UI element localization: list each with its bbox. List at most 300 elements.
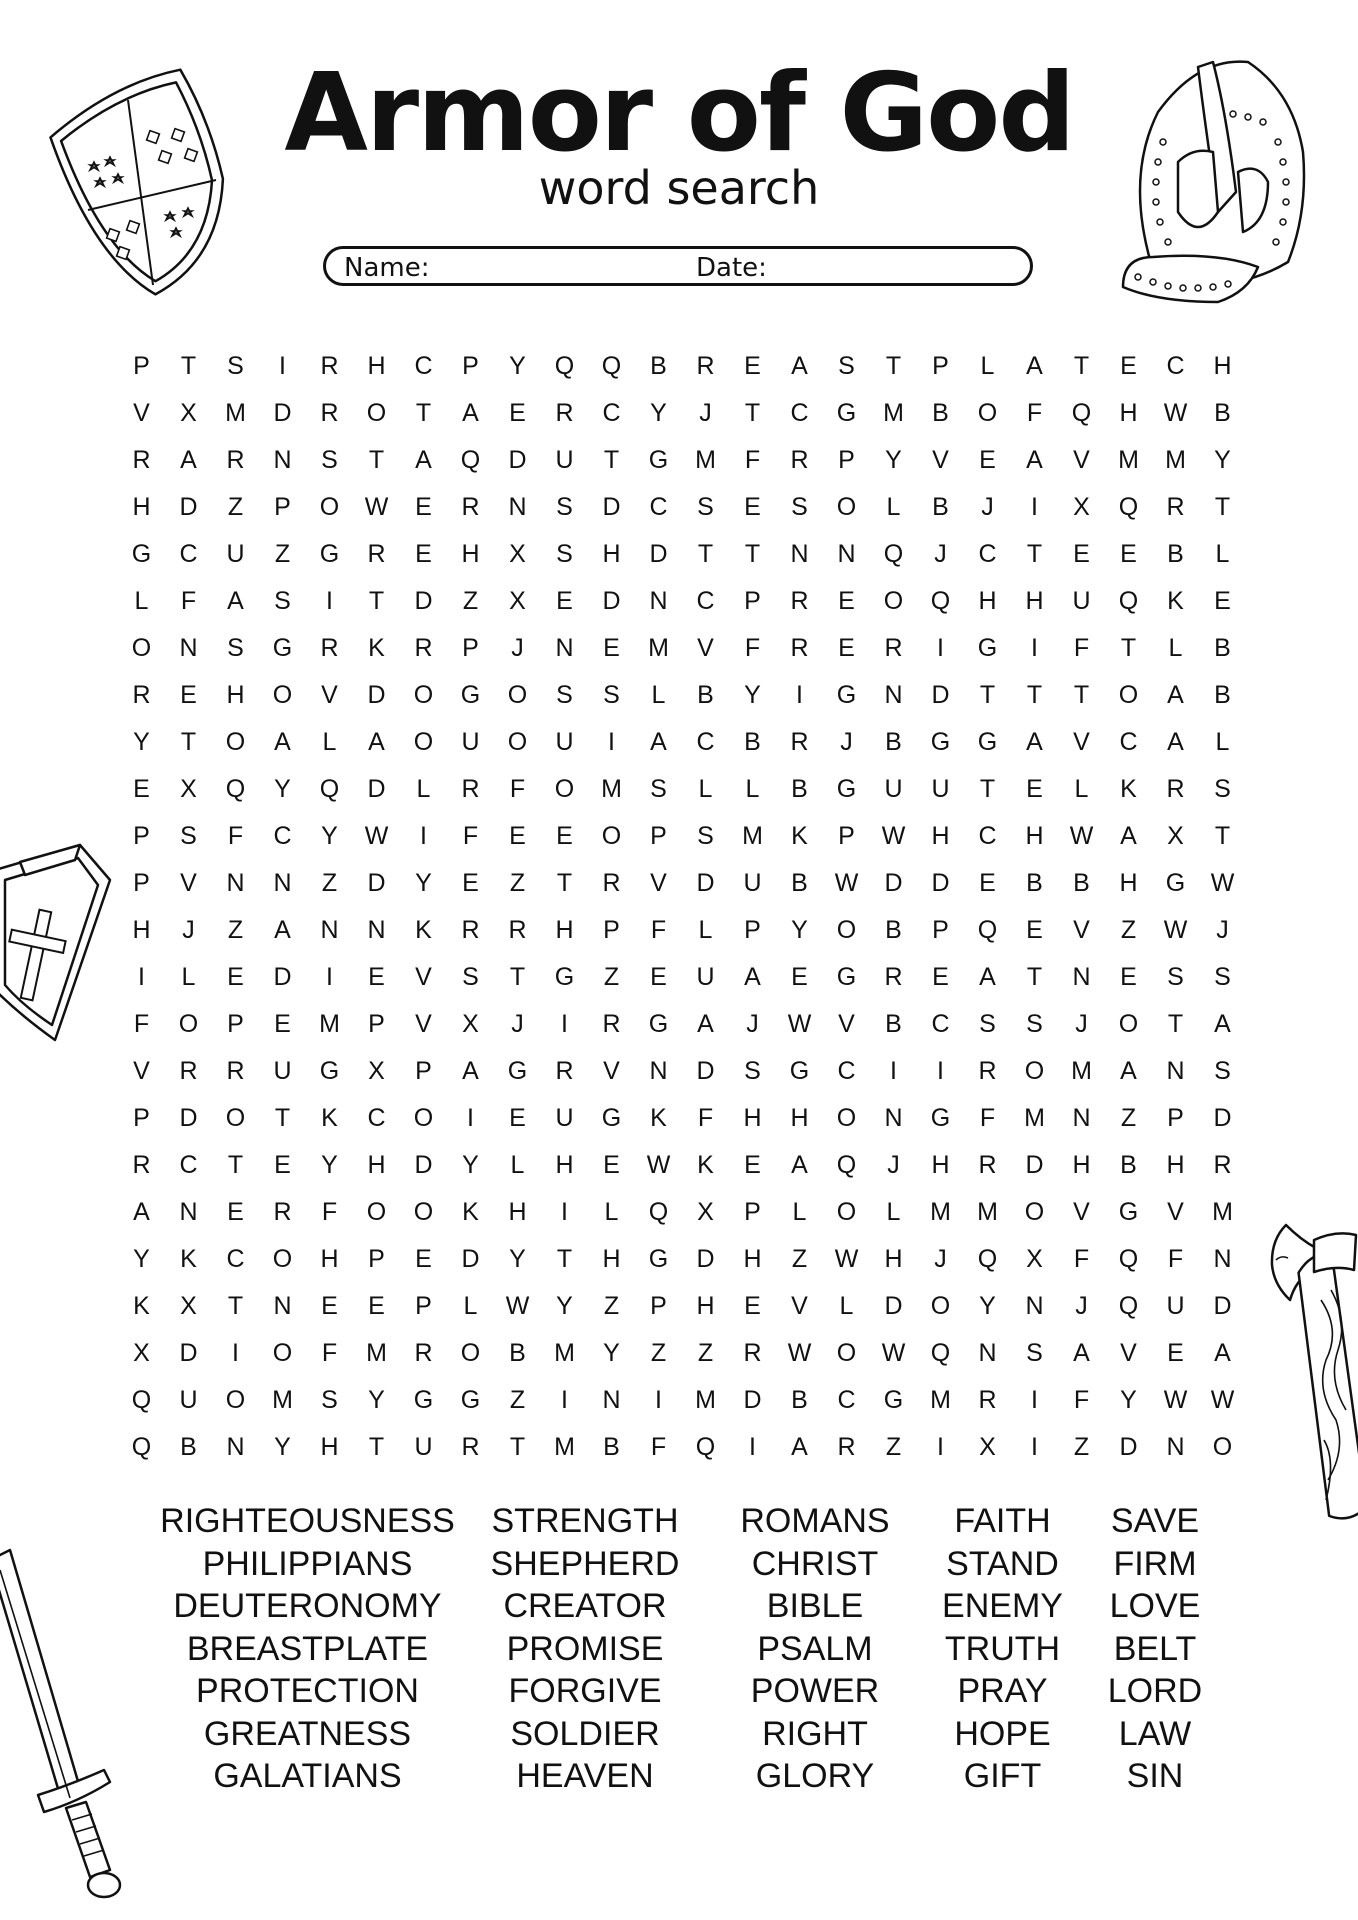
grid-letter: B xyxy=(1214,399,1231,427)
word-list-item: FORGIVE xyxy=(508,1672,662,1710)
grid-letter: Y xyxy=(1120,1386,1137,1414)
grid-letter: A xyxy=(368,728,385,756)
grid-letter: P xyxy=(274,493,291,521)
grid-letter: U xyxy=(696,963,715,991)
word-list-item: PRAY xyxy=(957,1672,1048,1710)
grid-letter: W xyxy=(646,1151,671,1179)
grid-letter: K xyxy=(462,1198,479,1226)
grid-letter: V xyxy=(133,1057,150,1085)
grid-letter: B xyxy=(650,352,667,380)
grid-letter: T xyxy=(885,352,902,380)
grid-letter: M xyxy=(319,1010,340,1038)
grid-letter: B xyxy=(697,681,714,709)
grid-letter: I xyxy=(420,822,427,850)
grid-letter: P xyxy=(744,587,761,615)
grid-letter: V xyxy=(650,869,667,897)
grid-letter: Z xyxy=(509,1386,526,1414)
grid-letter: K xyxy=(415,916,432,944)
grid-letter: S xyxy=(556,540,573,568)
grid-letter: T xyxy=(979,775,996,803)
grid-letter: R xyxy=(367,540,386,568)
grid-letter: S xyxy=(838,352,855,380)
grid-letter: B xyxy=(1167,540,1184,568)
grid-letter: N xyxy=(837,540,856,568)
grid-letter: L xyxy=(1168,634,1183,662)
grid-letter: E xyxy=(368,1292,385,1320)
grid-letter: B xyxy=(885,728,902,756)
grid-letter: I xyxy=(326,587,333,615)
grid-letter: I xyxy=(937,1057,944,1085)
grid-letter: L xyxy=(1215,540,1230,568)
grid-row xyxy=(118,672,1268,719)
grid-letter: V xyxy=(1120,1339,1137,1367)
grid-letter: Q xyxy=(883,540,904,568)
grid-letter: T xyxy=(1214,493,1231,521)
grid-letter: Z xyxy=(885,1433,902,1461)
word-list-item: GREATNESS xyxy=(203,1714,412,1753)
grid-letter: A xyxy=(979,963,996,991)
grid-letter: Q xyxy=(131,1386,152,1414)
grid-letter: Y xyxy=(556,1292,573,1320)
grid-letter: G xyxy=(319,540,340,568)
grid-letter: J xyxy=(746,1010,759,1038)
grid-row xyxy=(118,1048,1268,1095)
grid-letter: U xyxy=(226,540,245,568)
grid-letter: H xyxy=(602,540,621,568)
grid-letter: P xyxy=(603,916,620,944)
grid-letter: C xyxy=(696,728,715,756)
grid-letter: M xyxy=(366,1339,387,1367)
grid-letter: R xyxy=(555,399,574,427)
grid-letter: I xyxy=(890,1057,897,1085)
grid-letter: D xyxy=(367,681,386,709)
grid-letter: I xyxy=(467,1104,474,1132)
grid-letter: M xyxy=(1071,1057,1092,1085)
grid-letter: Y xyxy=(744,681,761,709)
grid-letter: X xyxy=(509,587,526,615)
grid-letter: E xyxy=(744,1292,761,1320)
grid-letter: L xyxy=(698,775,713,803)
grid-letter: E xyxy=(509,1104,526,1132)
grid-letter: G xyxy=(648,1245,669,1273)
grid-letter: X xyxy=(368,1057,385,1085)
grid-letter: Q xyxy=(460,446,481,474)
grid-letter: L xyxy=(181,963,196,991)
grid-letter: P xyxy=(368,1245,385,1273)
grid-letter: Y xyxy=(650,399,667,427)
grid-letter: A xyxy=(744,963,761,991)
grid-letter: W xyxy=(1163,399,1188,427)
grid-letter: S xyxy=(556,493,573,521)
grid-letter: T xyxy=(509,963,526,991)
grid-letter: S xyxy=(180,822,197,850)
grid-letter: Q xyxy=(1118,493,1139,521)
grid-letter: Z xyxy=(791,1245,808,1273)
grid-letter: F xyxy=(650,916,667,944)
grid-row xyxy=(118,1330,1268,1377)
grid-letter: W xyxy=(505,1292,530,1320)
grid-letter: C xyxy=(1166,352,1185,380)
grid-letter: T xyxy=(556,1245,573,1273)
grid-letter: Y xyxy=(791,916,808,944)
grid-letter: M xyxy=(554,1339,575,1367)
grid-letter: B xyxy=(791,869,808,897)
grid-letter: F xyxy=(180,587,197,615)
word-list-item: PROTECTION xyxy=(196,1672,419,1710)
grid-letter: A xyxy=(791,1433,808,1461)
grid-letter: W xyxy=(834,869,859,897)
grid-letter: C xyxy=(1119,728,1138,756)
grid-letter: A xyxy=(1120,822,1137,850)
word-column xyxy=(150,1500,465,1798)
grid-letter: U xyxy=(555,1104,574,1132)
word-list-item: PHILIPPIANS xyxy=(202,1544,413,1583)
grid-letter: A xyxy=(462,1057,479,1085)
grid-letter: R xyxy=(461,916,480,944)
grid-letter: L xyxy=(416,775,431,803)
grid-letter: O xyxy=(507,728,528,756)
grid-letter: P xyxy=(744,916,761,944)
grid-letter: T xyxy=(603,446,620,474)
grid-letter: B xyxy=(744,728,761,756)
word-column xyxy=(465,1500,705,1798)
grid-letter: G xyxy=(789,1057,810,1085)
grid-letter: N xyxy=(978,1339,997,1367)
grid-letter: E xyxy=(791,963,808,991)
grid-letter: O xyxy=(366,399,387,427)
grid-row xyxy=(118,390,1268,437)
grid-letter: P xyxy=(415,1057,432,1085)
grid-letter: R xyxy=(414,1339,433,1367)
grid-letter: X xyxy=(1026,1245,1043,1273)
word-column xyxy=(705,1500,925,1798)
grid-letter: O xyxy=(460,1339,481,1367)
grid-letter: O xyxy=(178,1010,199,1038)
grid-letter: H xyxy=(367,1151,386,1179)
grid-letter: A xyxy=(697,1010,714,1038)
grid-letter: Y xyxy=(509,352,526,380)
grid-letter: E xyxy=(462,869,479,897)
grid-letter: P xyxy=(932,916,949,944)
grid-letter: J xyxy=(1075,1010,1088,1038)
grid-letter: T xyxy=(509,1433,526,1461)
grid-letter: H xyxy=(1072,1151,1091,1179)
grid-letter: U xyxy=(931,775,950,803)
grid-row xyxy=(118,1095,1268,1142)
grid-letter: L xyxy=(510,1151,525,1179)
word-list-item: PSALM xyxy=(757,1629,873,1668)
grid-letter: S xyxy=(1167,963,1184,991)
word-list-item: RIGHT xyxy=(762,1714,868,1753)
grid-letter: C xyxy=(931,1010,950,1038)
grid-letter: L xyxy=(1215,728,1230,756)
grid-letter: R xyxy=(320,634,339,662)
grid-letter: L xyxy=(1074,775,1089,803)
word-list-item: CHRIST xyxy=(751,1544,879,1583)
grid-letter: R xyxy=(1166,493,1185,521)
grid-letter: W xyxy=(834,1245,859,1273)
grid-letter: U xyxy=(884,775,903,803)
grid-letter: K xyxy=(321,1104,338,1132)
grid-letter: D xyxy=(931,681,950,709)
grid-letter: U xyxy=(743,869,762,897)
grid-row xyxy=(118,484,1268,531)
grid-letter: O xyxy=(1024,1057,1045,1085)
grid-letter: D xyxy=(367,869,386,897)
grid-letter: E xyxy=(1120,352,1137,380)
grid-letter: Z xyxy=(321,869,338,897)
grid-letter: T xyxy=(227,1292,244,1320)
grid-letter: R xyxy=(461,493,480,521)
grid-letter: A xyxy=(1214,1010,1231,1038)
grid-letter: O xyxy=(272,1339,293,1367)
grid-letter: R xyxy=(602,1010,621,1038)
grid-letter: H xyxy=(743,1104,762,1132)
grid-letter: N xyxy=(1072,1104,1091,1132)
grid-letter: S xyxy=(274,587,291,615)
grid-letter: M xyxy=(272,1386,293,1414)
grid-letter: K xyxy=(133,1292,150,1320)
grid-row xyxy=(118,437,1268,484)
grid-letter: Q xyxy=(648,1198,669,1226)
grid-letter: Y xyxy=(274,1433,291,1461)
grid-letter: H xyxy=(226,681,245,709)
date-label: Date: xyxy=(696,253,767,283)
grid-letter: V xyxy=(133,399,150,427)
grid-letter: J xyxy=(1075,1292,1088,1320)
grid-letter: R xyxy=(508,916,527,944)
grid-letter: B xyxy=(1214,634,1231,662)
grid-row xyxy=(118,719,1268,766)
grid-letter: K xyxy=(650,1104,667,1132)
grid-letter: Q xyxy=(695,1433,716,1461)
grid-letter: W xyxy=(881,822,906,850)
grid-letter: O xyxy=(977,399,998,427)
grid-letter: G xyxy=(648,1010,669,1038)
grid-letter: D xyxy=(884,1292,903,1320)
grid-letter: J xyxy=(699,399,712,427)
word-list-item: DEUTERONOMY xyxy=(173,1587,442,1625)
grid-letter: I xyxy=(138,963,145,991)
grid-letter: Z xyxy=(274,540,291,568)
grid-letter: C xyxy=(696,587,715,615)
grid-row xyxy=(118,1424,1268,1471)
grid-letter: W xyxy=(1163,1386,1188,1414)
word-list-item: ENEMY xyxy=(942,1587,1063,1625)
grid-letter: E xyxy=(838,634,855,662)
grid-letter: E xyxy=(744,1151,761,1179)
grid-letter: G xyxy=(319,1057,340,1085)
grid-letter: B xyxy=(885,1010,902,1038)
grid-letter: O xyxy=(1212,1433,1233,1461)
grid-letter: F xyxy=(979,1104,996,1132)
grid-row xyxy=(118,1142,1268,1189)
grid-row xyxy=(118,625,1268,672)
word-column xyxy=(1080,1500,1230,1798)
grid-letter: J xyxy=(840,728,853,756)
grid-letter: F xyxy=(650,1433,667,1461)
grid-letter: C xyxy=(226,1245,245,1273)
grid-letter: W xyxy=(364,822,389,850)
word-list-item: PROMISE xyxy=(506,1629,664,1668)
grid-letter: D xyxy=(1119,1433,1138,1461)
grid-letter: R xyxy=(790,728,809,756)
grid-letter: G xyxy=(1118,1198,1139,1226)
word-column xyxy=(925,1500,1080,1798)
grid-letter: I xyxy=(326,963,333,991)
grid-letter: O xyxy=(131,634,152,662)
grid-letter: N xyxy=(884,1104,903,1132)
grid-letter: D xyxy=(367,775,386,803)
grid-letter: Y xyxy=(1214,446,1231,474)
grid-letter: C xyxy=(649,493,668,521)
grid-letter: I xyxy=(232,1339,239,1367)
grid-letter: B xyxy=(180,1433,197,1461)
grid-letter: T xyxy=(744,399,761,427)
grid-letter: T xyxy=(1073,352,1090,380)
grid-letter: F xyxy=(744,446,761,474)
grid-letter: B xyxy=(791,1386,808,1414)
grid-letter: X xyxy=(180,1292,197,1320)
grid-letter: K xyxy=(1120,775,1137,803)
grid-letter: Q xyxy=(1118,587,1139,615)
grid-letter: E xyxy=(1026,775,1043,803)
grid-letter: T xyxy=(556,869,573,897)
grid-letter: W xyxy=(1210,1386,1235,1414)
word-list-item: LOVE xyxy=(1109,1587,1201,1625)
grid-letter: T xyxy=(979,681,996,709)
grid-letter: N xyxy=(179,634,198,662)
grid-letter: A xyxy=(791,1151,808,1179)
grid-letter: T xyxy=(274,1104,291,1132)
word-list-item: STAND xyxy=(946,1544,1059,1583)
grid-letter: S xyxy=(979,1010,996,1038)
grid-letter: Y xyxy=(885,446,902,474)
grid-letter: N xyxy=(320,916,339,944)
grid-letter: R xyxy=(1213,1151,1232,1179)
grid-letter: G xyxy=(507,1057,528,1085)
grid-letter: R xyxy=(602,869,621,897)
grid-letter: O xyxy=(366,1198,387,1226)
grid-letter: Q xyxy=(131,1433,152,1461)
grid-letter: E xyxy=(415,1245,432,1273)
word-list-item: ROMANS xyxy=(740,1502,890,1540)
grid-letter: H xyxy=(508,1198,527,1226)
grid-letter: M xyxy=(930,1386,951,1414)
grid-letter: M xyxy=(1165,446,1186,474)
grid-letter: O xyxy=(601,822,622,850)
grid-letter: K xyxy=(1167,587,1184,615)
grid-letter: D xyxy=(696,869,715,897)
grid-letter: E xyxy=(979,446,996,474)
grid-letter: A xyxy=(1026,728,1043,756)
grid-letter: E xyxy=(1073,540,1090,568)
grid-letter: E xyxy=(1026,916,1043,944)
grid-letter: Z xyxy=(697,1339,714,1367)
grid-letter: S xyxy=(1214,963,1231,991)
grid-row xyxy=(118,860,1268,907)
grid-letter: E xyxy=(979,869,996,897)
grid-letter: P xyxy=(462,634,479,662)
grid-letter: L xyxy=(322,728,337,756)
grid-letter: N xyxy=(226,869,245,897)
grid-letter: E xyxy=(415,493,432,521)
grid-letter: T xyxy=(697,540,714,568)
grid-letter: X xyxy=(180,775,197,803)
page-subtitle: word search xyxy=(538,161,820,215)
grid-letter: N xyxy=(273,1292,292,1320)
page-title: Armor of God xyxy=(284,51,1074,176)
grid-letter: G xyxy=(930,728,951,756)
grid-letter: I xyxy=(749,1433,756,1461)
grid-letter: A xyxy=(180,446,197,474)
grid-letter: V xyxy=(180,869,197,897)
grid-letter: F xyxy=(321,1339,338,1367)
grid-letter: U xyxy=(414,1433,433,1461)
grid-letter: R xyxy=(132,1151,151,1179)
grid-letter: H xyxy=(790,1104,809,1132)
grid-letter: O xyxy=(554,775,575,803)
grid-letter: A xyxy=(227,587,244,615)
grid-letter: I xyxy=(1031,493,1038,521)
grid-letter: D xyxy=(649,540,668,568)
grid-row xyxy=(118,813,1268,860)
grid-letter: T xyxy=(1167,1010,1184,1038)
grid-letter: L xyxy=(604,1198,619,1226)
grid-letter: H xyxy=(320,1245,339,1273)
grid-letter: A xyxy=(415,446,432,474)
grid-letter: E xyxy=(1120,540,1137,568)
grid-letter: H xyxy=(602,1245,621,1273)
grid-letter: E xyxy=(556,587,573,615)
grid-letter: O xyxy=(930,1292,951,1320)
grid-letter: O xyxy=(836,916,857,944)
grid-letter: R xyxy=(132,446,151,474)
grid-letter: T xyxy=(1026,963,1043,991)
grid-letter: O xyxy=(836,1339,857,1367)
grid-letter: H xyxy=(978,587,997,615)
grid-letter: R xyxy=(414,634,433,662)
grid-letter: L xyxy=(839,1292,854,1320)
grid-letter: R xyxy=(1166,775,1185,803)
grid-letter: H xyxy=(1119,399,1138,427)
grid-letter: G xyxy=(460,1386,481,1414)
grid-letter: B xyxy=(603,1433,620,1461)
word-list-item: BELT xyxy=(1113,1629,1197,1668)
grid-letter: G xyxy=(272,634,293,662)
word-list-item: SOLDIER xyxy=(510,1714,660,1753)
grid-letter: M xyxy=(930,1198,951,1226)
grid-letter: B xyxy=(1120,1151,1137,1179)
grid-letter: D xyxy=(179,493,198,521)
grid-letter: X xyxy=(509,540,526,568)
grid-letter: K xyxy=(368,634,385,662)
grid-letter: O xyxy=(413,1198,434,1226)
grid-letter: N xyxy=(1213,1245,1232,1273)
grid-letter: R xyxy=(696,352,715,380)
grid-letter: K xyxy=(180,1245,197,1273)
grid-letter: E xyxy=(603,1151,620,1179)
grid-letter: P xyxy=(415,1292,432,1320)
grid-letter: U xyxy=(461,728,480,756)
grid-letter: G xyxy=(460,681,481,709)
grid-letter: Z xyxy=(227,916,244,944)
grid-letter: A xyxy=(791,352,808,380)
grid-letter: G xyxy=(977,728,998,756)
grid-letter: S xyxy=(697,493,714,521)
grid-letter: Q xyxy=(930,587,951,615)
letter-grid xyxy=(118,343,1268,1471)
